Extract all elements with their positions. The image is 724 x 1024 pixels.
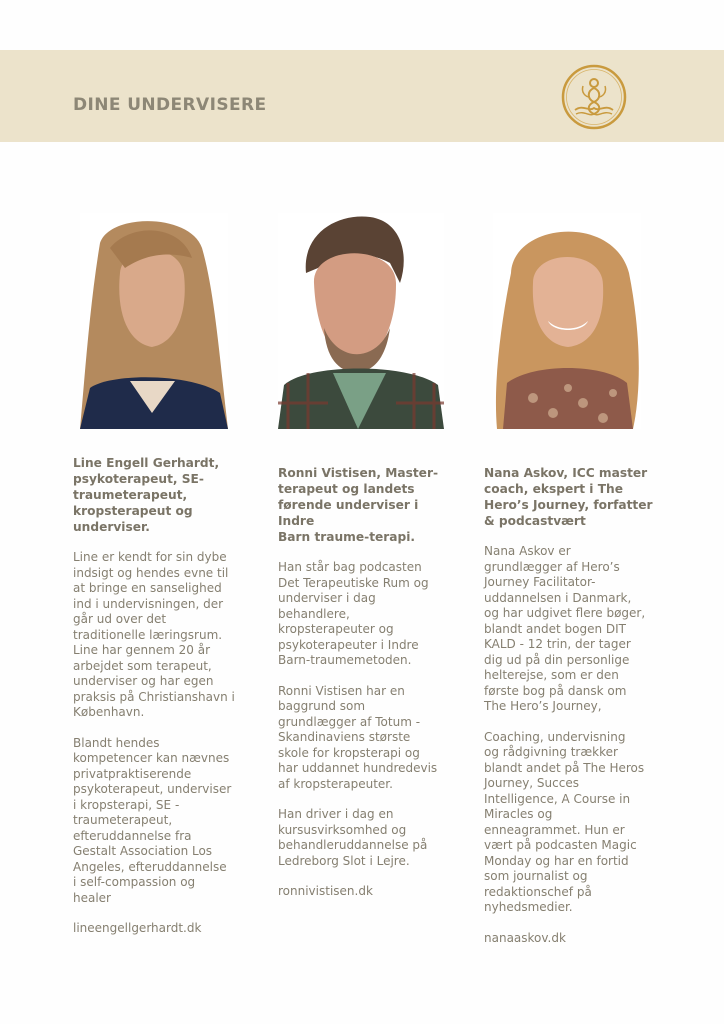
teacher-column-line: [73, 455, 245, 937]
teacher-photo-line: [80, 213, 228, 429]
teacher-bio: Blandt hendes kompetencer kan nævnes privatpraktiserende psykoterapeut, underviser i kropsterapi, SE - traumeterapeut, efteruddannelse fra Gestalt Association Los Angeles, efteruddannelse i self-compassion og healer: [73, 735, 232, 905]
teacher-photo-ronni: [278, 213, 444, 429]
teacher-bio: Nana Askov er grundlægger af Hero’s Journey Facilitator- uddannelsen i Danmark, og har udgivet flere bøger, blandt andet bogen DIT KALD - 12 trin, der tager dig ud på din personlige helterejse, som er den første bog på dansk om The Hero’s Journey,: [484, 544, 646, 713]
teacher-name: Ronni Vistisen, Master- terapeut og landets førende underviser i Indre Barn traume-terapi.: [278, 466, 439, 544]
teacher-name: Nana Askov, ICC master coach, ekspert i The Hero’s Journey, forfatter & podcastvært: [484, 466, 653, 528]
teacher-website-link[interactable]: nanaaskov.dk: [484, 930, 566, 945]
teacher-website-link[interactable]: lineengellgerhardt.dk: [73, 921, 202, 935]
teacher-column-ronni: [278, 465, 450, 900]
teacher-bio: Coaching, undervisning og rådgivning trækker blandt andet på The Heros Journey, Succes Intelligence, A Course in Miracles og enneagrammet. Hun er vært på podcasten Magic Monday og har en fortid som journalist og redaktionschef på nyhedsmedier.: [484, 729, 645, 914]
teacher-bio: Han står bag podcasten Det Terapeutiske Rum og underviser i dag behandlere, kropsterapeuter og psykoterapeuter i Indre Barn-traumemetoden.: [278, 560, 429, 667]
page-title: DINE UNDERVISERE: [73, 95, 267, 115]
lotus-figure-emblem-icon: [561, 64, 627, 130]
teacher-website-link[interactable]: ronnivistisen.dk: [278, 884, 373, 898]
teacher-column-nana: [484, 465, 656, 946]
teacher-name: Line Engell Gerhardt, psykoterapeut, SE- traumeterapeut, kropsterapeut og underviser.: [73, 456, 220, 534]
teacher-bio: Line er kendt for sin dybe indsigt og hendes evne til at bringe en sanselighed ind i undervisningen, der går ud over det traditionelle læringsrum. Line har gennem 20 år arbejdet som terapeut, underviser og har egen praksis på Christianshavn i København.: [73, 550, 235, 719]
teacher-bio: Ronni Vistisen har en baggrund som grundlægger af Totum - Skandinaviens største skole for kropsterapi og har uddannet hundredevis af kropsterapeuter.: [278, 683, 438, 791]
teacher-photo-nana: [493, 213, 641, 429]
teacher-bio: Han driver i dag en kursusvirksomhed og behandleruddannelse på Ledreborg Slot i Lejre.: [278, 807, 428, 868]
